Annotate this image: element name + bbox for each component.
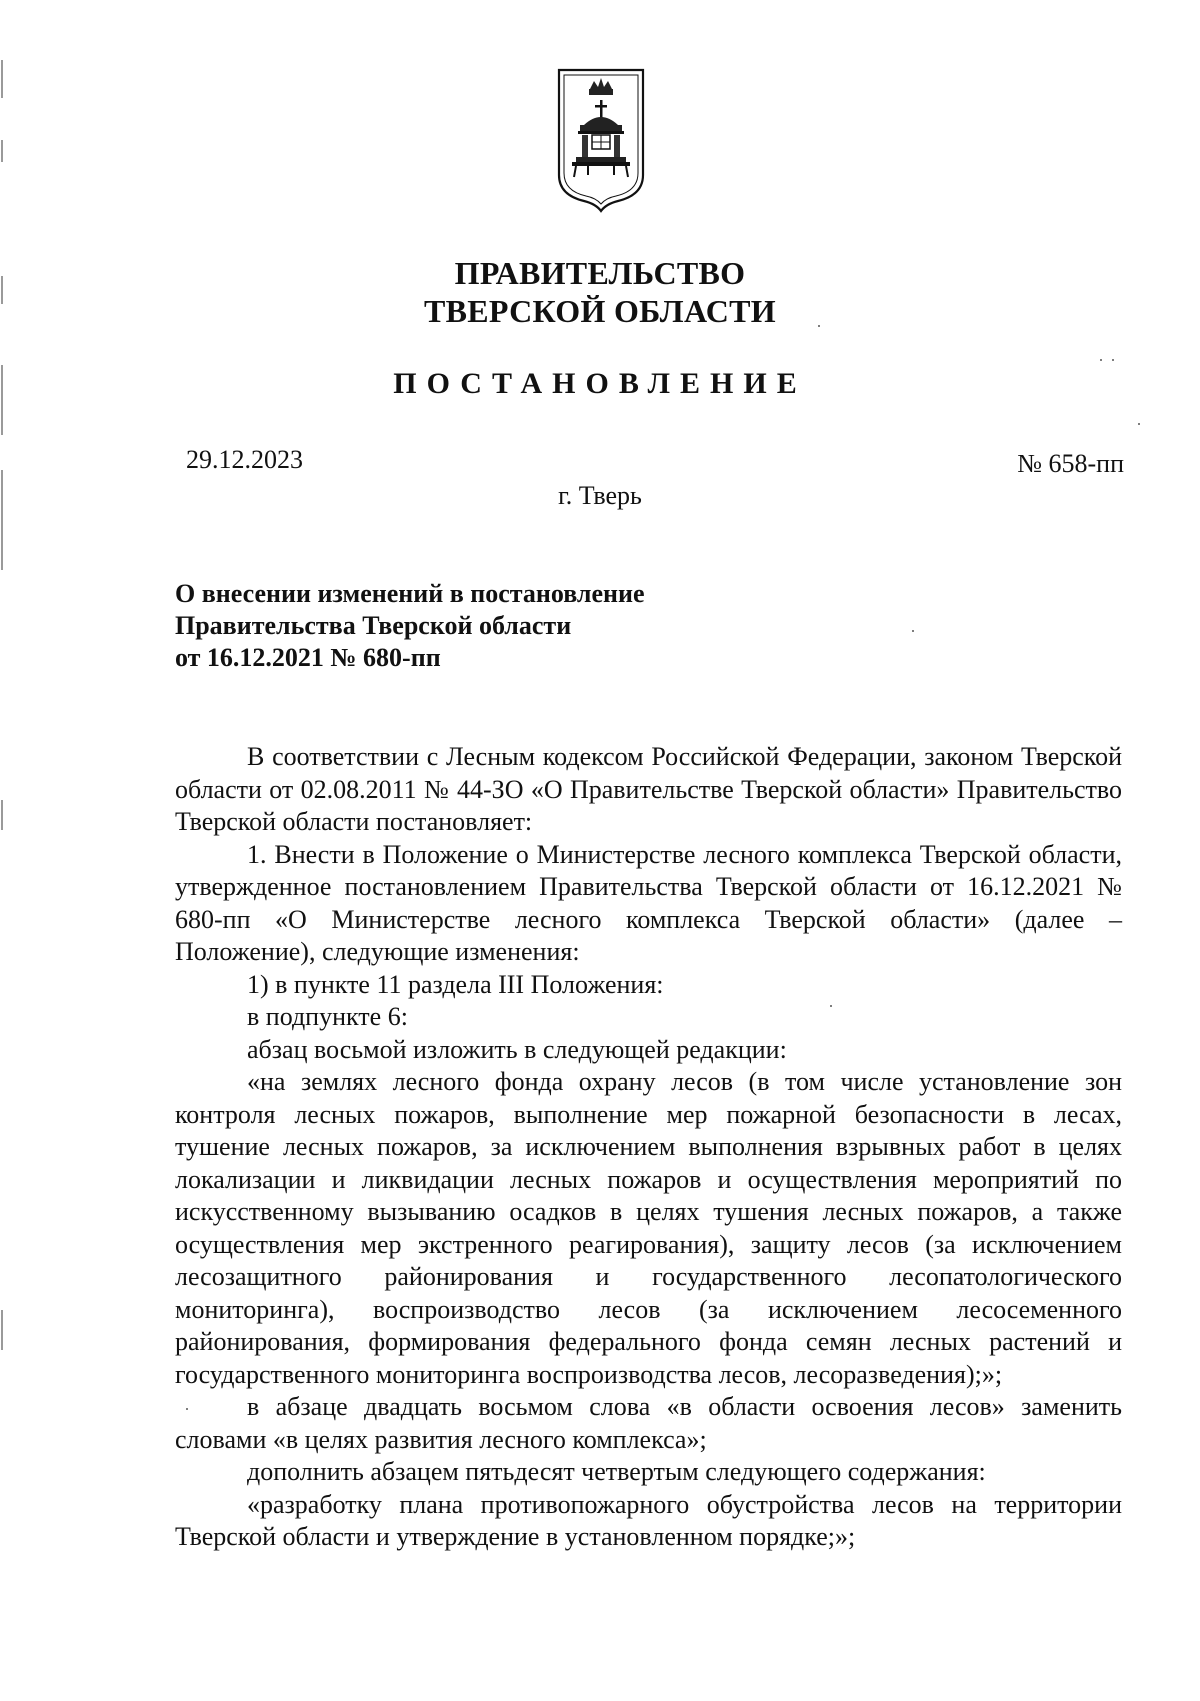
scan-speck bbox=[186, 1408, 188, 1410]
scan-edge-mark bbox=[1, 140, 3, 162]
organization-name bbox=[0, 254, 1200, 330]
organization-line-1: ПРАВИТЕЛЬСТВО bbox=[454, 255, 746, 291]
body-paragraph-subitem: 1) в пункте 11 раздела III Положения: bbox=[247, 969, 664, 999]
document-type-title: ПОСТАНОВЛЕНИЕ bbox=[393, 367, 807, 400]
organization-line-2: ТВЕРСКОЙ ОБЛАСТИ bbox=[423, 293, 777, 329]
scan-speck bbox=[1100, 359, 1102, 361]
body-paragraph-subpoint: в подпункте 6: bbox=[247, 1002, 408, 1031]
document-subject bbox=[175, 578, 645, 674]
body-paragraph-replacement: в абзаце двадцать восьмом слова «в области освоения лесов» заменить словами «в целях развития лесного комплекса»; bbox=[175, 1392, 1122, 1454]
body-paragraph-quoted-addition: «разработку плана противопожарного обустройства лесов на территории Тверской области и утверждение в установленном порядке;»; bbox=[175, 1489, 1122, 1551]
document-date: 29.12.2023 bbox=[186, 445, 303, 474]
subject-line-1: О внесении изменений в постановление bbox=[175, 579, 645, 608]
body-paragraph-quoted-text: «на землях лесного фонда охрану лесов (в том числе установление зон контроля лесных пожаров, выполнение мер пожарной безопасности в лесах, тушение лесных пожаров, за исключением выполнения взрывных работ в целях локализации и ликвидации лесных пожаров и осуществления мероприятий по искусственному вызыванию осадков в целях тушения лесных пожаров, а также осуществления мер экстренного реагирования), защиту лесов (за исключением лесозащитного районирования и государственного лесопатологического мониторинга), воспроизводство лесов (за исключением лесосеменного районирования, формирования федерального фонда семян лесных растений и государственного мониторинга воспроизводства лесов, лесоразведения);»; bbox=[175, 1067, 1122, 1389]
scan-speck bbox=[818, 325, 820, 327]
subject-line-3: от 16.12.2021 № 680-пп bbox=[175, 643, 441, 672]
document-number: № 658-пп bbox=[1017, 449, 1124, 478]
body-paragraph-instruction: абзац восьмой изложить в следующей редакции: bbox=[247, 1034, 787, 1064]
scan-speck bbox=[830, 1005, 832, 1007]
document-body bbox=[175, 741, 1122, 1554]
document-city: г. Тверь bbox=[558, 481, 642, 510]
scan-speck bbox=[912, 630, 914, 632]
body-paragraph-preamble: В соответствии с Лесным кодексом Российской Федерации, законом Тверской области от 02.08.2011 № 44-ЗО «О Правительстве Тверской области» Правительство Тверской области постановляет: bbox=[175, 742, 1122, 836]
scan-edge-mark bbox=[1, 60, 3, 98]
body-paragraph-item-1: 1. Внести в Положение о Министерстве лесного комплекса Тверской области, утвержденное постановлением Правительства Тверской области от 16.12.2021 № 680-пп «О Министерстве лесного комплекса Тверской области» (далее – Положение), следующие изменения: bbox=[175, 839, 1122, 966]
body-paragraph-addition: дополнить абзацем пятьдесят четвертым следующего содержания: bbox=[247, 1457, 986, 1486]
scan-edge-mark bbox=[1, 800, 3, 830]
scan-edge-mark bbox=[1, 1310, 3, 1350]
scan-speck bbox=[1112, 359, 1114, 361]
coat-of-arms-emblem bbox=[556, 67, 646, 213]
scan-speck bbox=[1138, 423, 1140, 425]
subject-line-2: Правительства Тверской области bbox=[175, 611, 572, 640]
